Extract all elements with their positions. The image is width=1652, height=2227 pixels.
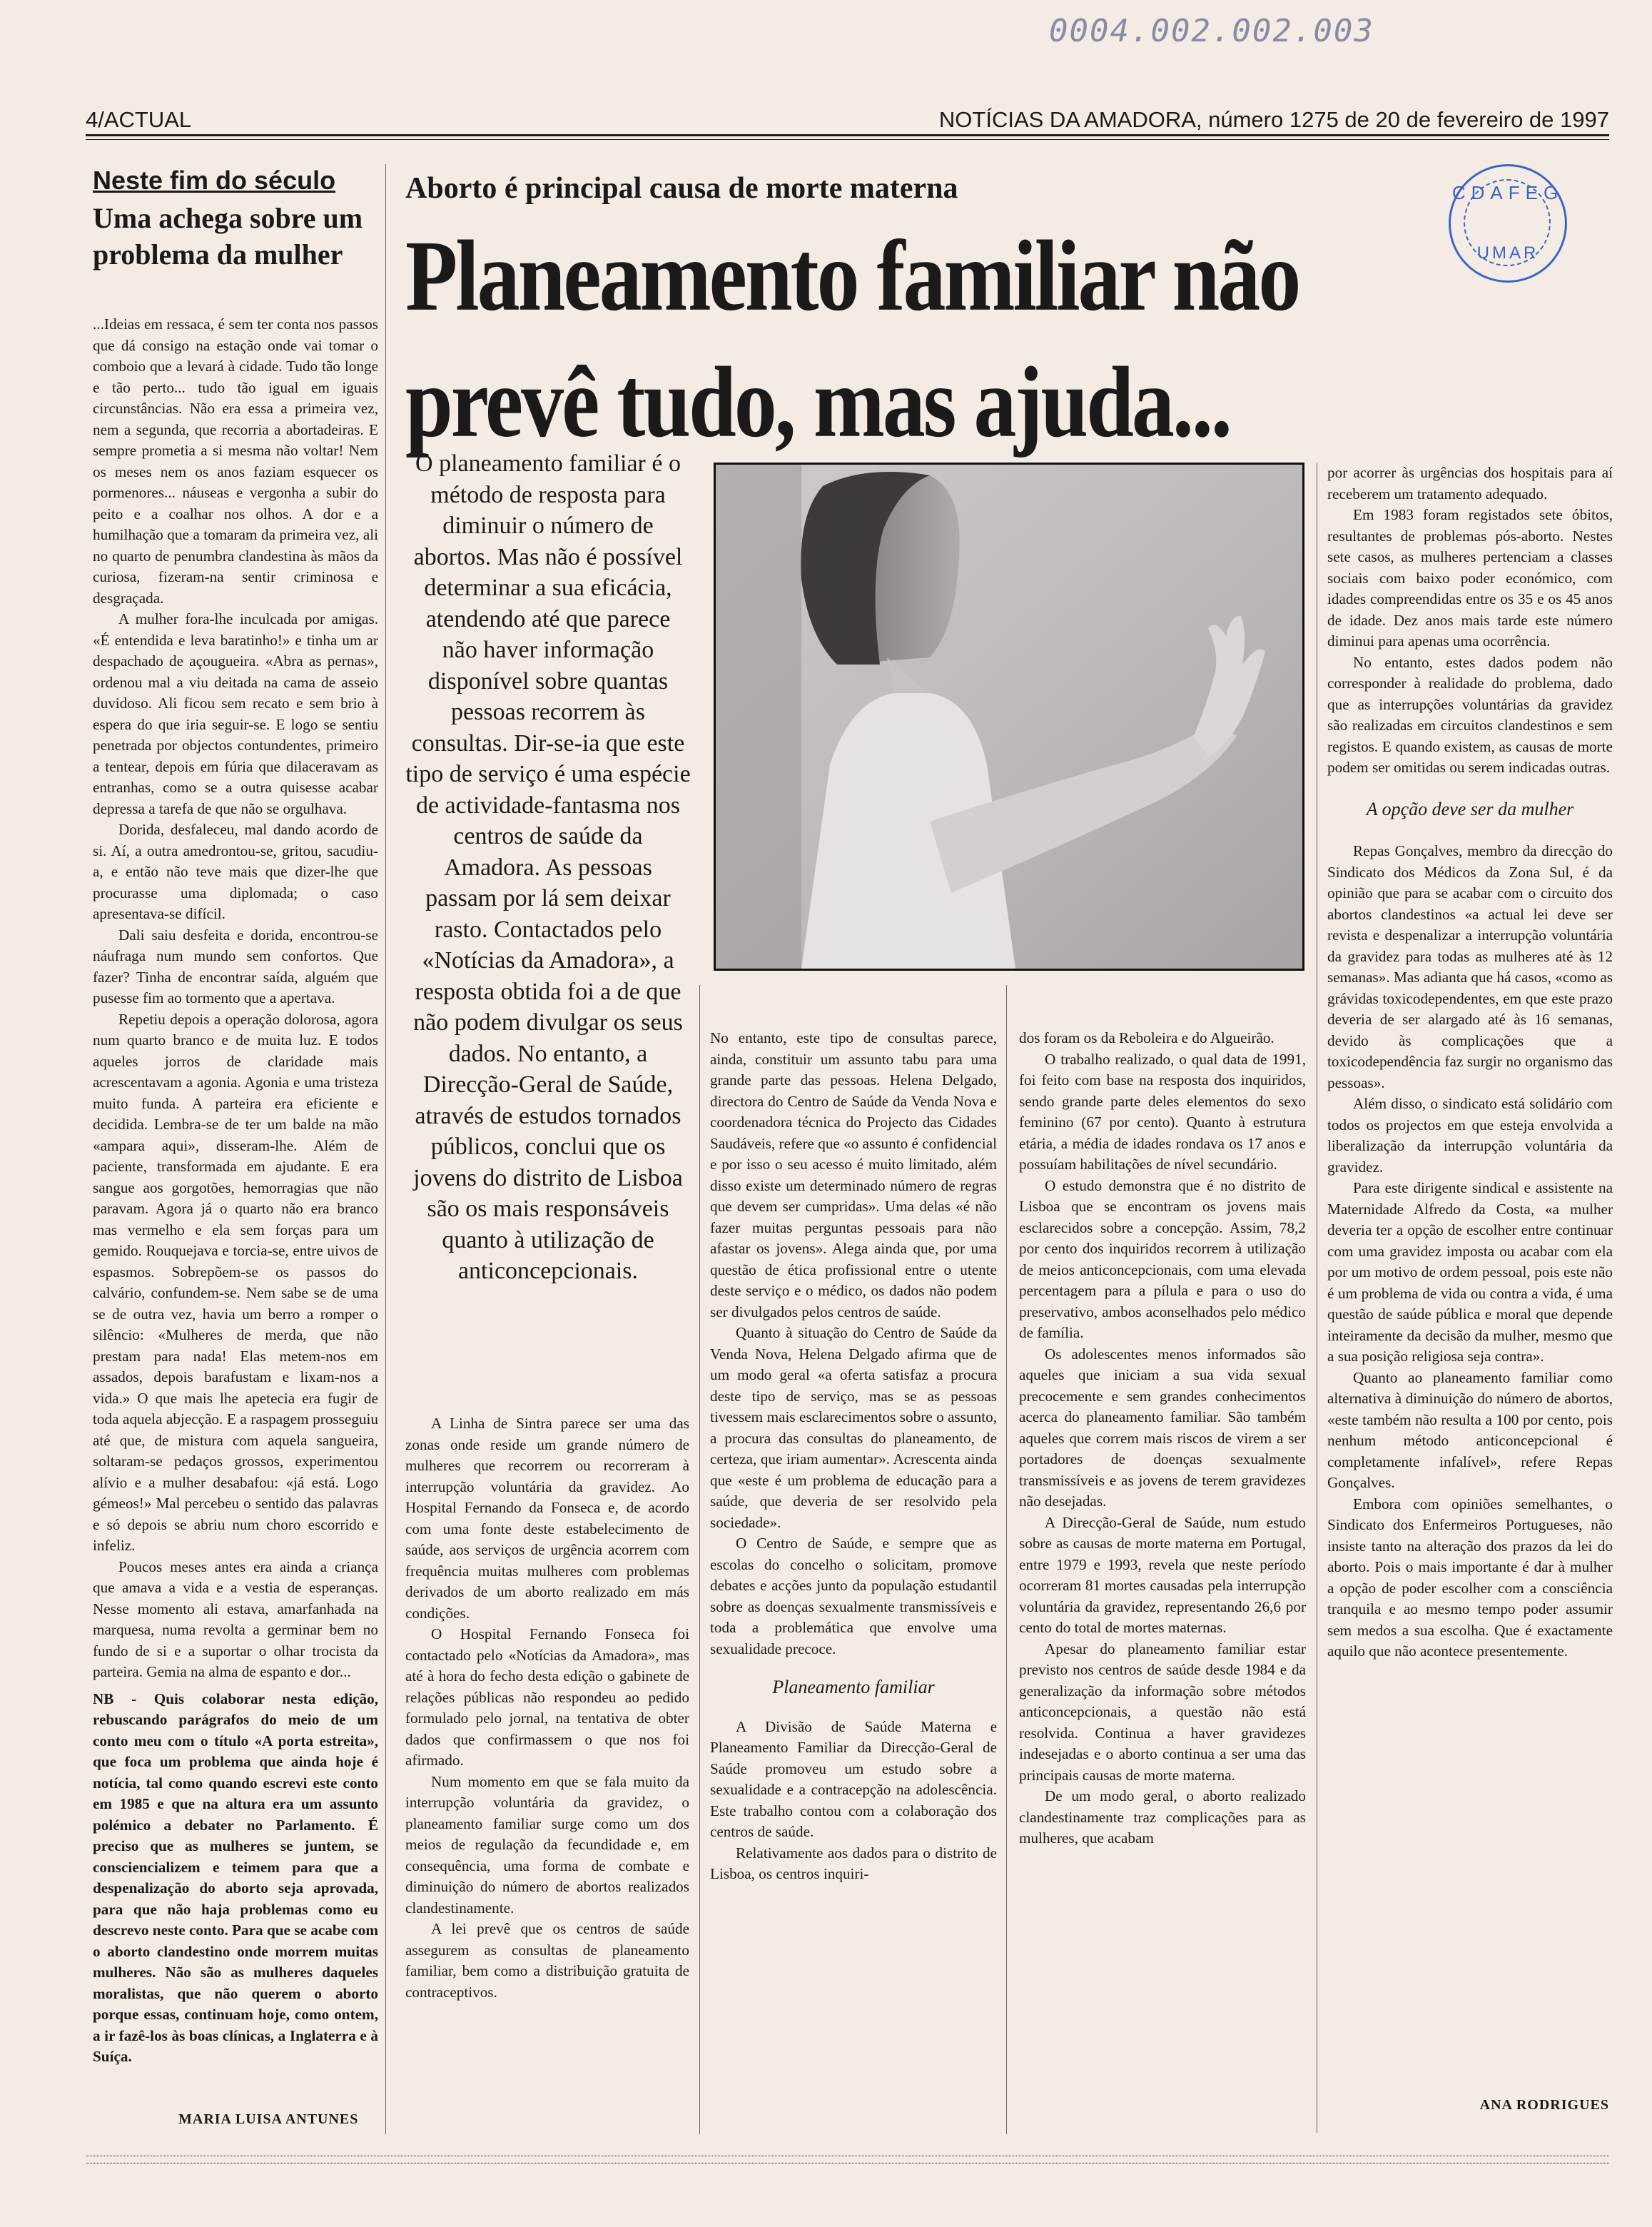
sidebar-paragraph: Repetiu depois a operação dolorosa, agora num quarto branco e de muita luz. E todos aqueles jorros de claridade mais acrescentavam a agonia. Agonia e uma tristeza muito funda. A parteira era eficiente e decidida. Lembra-se de ter um balde na mão «ampara aqui», disseram-lhe. Além de paciente, transformada em ajudante. E era sangue aos gorgotões, hemorragias que não paravam. Agora já o quarto não era branco mas vermelho e ela sem forças para um gemido. Rouquejava e torcia-se, entre uivos de espasmos. Sobrepõem-se os passos do calvário, confundem-se. Nem sabe se de uma se de outra vez, havia um berro a romper o silêncio: «Mulheres de merda, que não prestam para nada! Elas metem-nos em assados, depois barafustam e lixam-nos a vida.» O que mais lhe apetecia era fugir de toda aquela abjecção. E a raspagem prosseguiu até que, de mistura com aquela sangueira, soltaram-se pedaços grossos, experimentou alívio e a mulher desabafou: «já está. Logo gémeos!» Mal percebeu o sentido das palavras e só depois se abriu num choro escorrido e infeliz.: [93, 1010, 378, 1554]
article-paragraph: Embora com opiniões semelhantes, o Sindicato dos Enfermeiros Portugueses, não insiste tanto na alteração dos prazos da lei do aborto. Pois o mais importante é dar à mulher a opção de poder escolher com a consciência tranquila e ao mesmo tempo poder assumir sem medos a sua escolha. Que é exactamente aquilo que não acontece presentemente.: [1327, 1495, 1613, 1660]
article-byline: ANA RODRIGUES: [1479, 2097, 1609, 2113]
article-paragraph: Num momento em que se fala muito da interrupção voluntária da gravidez, o planeamento familiar surge como um dos meios de regulação da fecundidade e, em consequência, uma forma de combate e diminuição do número de abortos realizados clandestinamente.: [405, 1772, 689, 1917]
sidebar-kicker: Neste fim do século: [93, 166, 336, 195]
top-rule: [86, 134, 1609, 136]
article-column-4: [1327, 463, 1613, 1662]
masthead: NOTÍCIAS DA AMADORA, número 1275 de 20 de fevereiro de 1997: [938, 107, 1609, 132]
article-paragraph: O estudo demonstra que é no distrito de Lisboa que se encontram os jovens mais esclarecidos sobre a concepção. Assim, 78,2 por cento dos inquiridos recorrem à utilização de meios anticoncepcionais, com uma elevada percentagem para a pílula e para o uso do preservativo, ambos aconselhados pelo médico de família.: [1019, 1176, 1306, 1341]
sidebar-note: NB - Quis colaborar nesta edição, rebuscando parágrafos do meio de um conto meu com o título «A porta estreita», que foca um problema que ainda hoje é notícia, tal como quando escrevi este conto em 1985 e que na altura era um assunto polémico a debater no Parlamento. É preciso que as mulheres se juntem, se consciencializem e teimem para que a despenalização do aborto seja aprovada, para que não haja problemas como eu descrevo neste conto. Para que se acabe com o aborto clandestino onde morrem muitas mulheres. Não são as mulheres daqueles moralistas, que não querem o aborto porque essas, continuam hoje, como ontem, a ir fazê-los às boas clínicas, a Inglaterra e à Suíça.: [93, 1690, 378, 2065]
article-paragraph: por acorrer às urgências dos hospitais para aí receberem um tratamento adequado.: [1327, 464, 1613, 503]
article-paragraph: O Hospital Fernando Fonseca foi contactado pelo «Notícias da Amadora», mas até à hora do fecho desta edição o gabinete de relações públicas não respondeu ao pedido formulado pelo jornal, na tentativa de obter dados que confirmassem o que nos foi afirmado.: [405, 1625, 689, 1769]
article-paragraph: Quanto ao planeamento familiar como alternativa à diminuição do número de abortos, «este também não resulta a 100 por cento, pois nenhum método anticoncepcional é completamente infalível», refere Repas Gonçalves.: [1327, 1368, 1613, 1491]
sidebar-byline: MARIA LUISA ANTUNES: [178, 2111, 359, 2127]
article-paragraph: Quanto à situação do Centro de Saúde da Venda Nova, Helena Delgado afirma que de um modo geral «a oferta satisfaz a procura deste tipo de serviço, mas se as pessoas tivessem mais esclarecimentos sobre o assunto, a procura das consultas do planeamento, de certeza, que iriam aumentar». Acrescenta ainda que «este é um problema de educação para a saúde, que deveria de ser resolvido pela sociedade».: [710, 1324, 997, 1531]
article-paragraph: De um modo geral, o aborto realizado clandestinamente traz complicações para as mulheres, que acabam: [1019, 1787, 1306, 1847]
article-paragraph: O trabalho realizado, o qual data de 1991, foi feito com base na resposta dos inquiridos, sendo grande parte deles elementos do sexo feminino (67 por cento). Quanto à estrutura etária, a média de idades rondava os 17 anos e possuíam habilitações de nível secundário.: [1019, 1050, 1306, 1173]
article-paragraph: Além disso, o sindicato está solidário com todos os projectos em que esteja envolvida a liberalização da interrupção voluntária da gravidez.: [1327, 1095, 1613, 1176]
sidebar-title: Uma achega sobre um problema da mulher: [93, 202, 363, 271]
article-paragraph: Em 1983 foram registados sete óbitos, resultantes de problemas pós-aborto. Nestes sete casos, as mulheres pertenciam a classes sociais com baixo poder económico, com idades compreendidas entre os 35 e os 45 anos de idade. Dez anos mais tarde este número diminui para apenas uma ocorrência.: [1327, 506, 1613, 650]
archive-code: 0004.002.002.003: [1049, 13, 1374, 49]
article-paragraph: Apesar do planeamento familiar estar previsto nos centros de saúde desde 1984 e da generalização da informação sobre métodos anticoncepcionais, a questão não está resolvida. Continua a haver gravidezes indesejadas e o aborto continua a ser uma das principais causas de morte materna.: [1019, 1640, 1306, 1784]
subhead-planeamento: Planeamento familiar: [772, 1677, 935, 1697]
article-paragraph: O Centro de Saúde, e sempre que as escolas do concelho o solicitam, promove debates e acções junto da população estudantil sobre as doenças sexualmente transmissíveis e toda a problemática que envolve uma sexualidade precoce.: [710, 1535, 997, 1657]
sidebar-paragraph: Dali saiu desfeita e dorida, encontrou-se náufraga num mundo sem confortos. Que fazer? Tinha de encontrar saída, alguém que pusesse fim ao tormento que a apertava.: [93, 926, 378, 1006]
section-label: 4/ACTUAL: [86, 107, 192, 132]
article-paragraph: dos foram os da Reboleira e do Algueirão.: [1019, 1029, 1275, 1046]
article-paragraph: Repas Gonçalves, membro da direcção do Sindicato dos Médicos da Zona Sul, é da opinião que para se acabar com o circuito dos abortos clandestinos «a actual lei deve ser revista e despenalizar a interrupção voluntária da gravidez para todas as mulheres até às 12 semanas». Mas adianta que há casos, «como as grávidas toxicodependentes, em que este prazo deveria de ser alargado até às 16 semanas, devido às complicações que a toxicodependência faz surgir no organismo das pessoas».: [1327, 842, 1613, 1091]
archive-stamp: [1449, 164, 1567, 283]
article-paragraph: Os adolescentes menos informados são aqueles que iniciam a sua vida sexual precocemente e sem grandes conhecimentos acerca do planeamento familiar. São também aqueles que correm mais riscos de virem a ser portadores de doenças sexualmente transmissíveis e as jovens de terem gravidezes não desejadas.: [1019, 1345, 1306, 1510]
article-paragraph: No entanto, este tipo de consultas parece, ainda, constituir um assunto tabu para uma grande parte das pessoas. Helena Delgado, directora do Centro de Saúde da Venda Nova e coordenadora técnica do Projecto das Cidades Saudáveis, refere que «o assunto é confidencial e por isso o seu acesso é muito limitado, além disso existe um determinado número de regras que devem ser cumpridas». Uma delas «é não fazer muitas perguntas pessoais para não afastar os jovens». Alega ainda que, por uma questão de ética profissional entre o utente deste serviço e o médico, os dados não podem ser divulgados pelos centros de saúde.: [710, 1029, 997, 1320]
article-paragraph: A lei prevê que os centros de saúde assegurem as consultas de planeamento familiar, bem como a distribuição gratuita de contraceptivos.: [405, 1920, 689, 2001]
article-paragraph: Relativamente aos dados para o distrito de Lisboa, os centros inquiri-: [710, 1844, 997, 1882]
sidebar-paragraph: Poucos meses antes era ainda a criança que amava a vida e a vestia de esperanças. Nesse momento ali estava, amarfanhada na marquesa, numa revolta a germinar bem no fundo de si e a suportar o olhar trocista da parteira. Gemia na alma de espanto e dor...: [93, 1557, 378, 1680]
photo-woman-raised-hand: [716, 465, 1302, 969]
article-column-1: [405, 1413, 689, 2003]
column-divider: [1006, 985, 1007, 2134]
sidebar-story: [93, 314, 378, 2068]
article-column-2: [710, 1028, 997, 1885]
sidebar-paragraph: ...Ideias em ressaca, é sem ter conta nos passos que dá consigo na estação onde vai tomar o comboio que a levará à cidade. Tudo tão longe e tão perto... tudo tão igual em iguais circunstâncias. Não era essa a primeira vez, nem a segunda, que recorria a abortadeiras. E sempre prometia a si mesma não voltar! Nem os meses nem os anos faziam esquecer os pormenores... náuseas e vergonha a subir do peito e a coalhar nos olhos. A dor e a humilhação que a tomaram da primeira vez, ali no quarto de penumbra clandestina às mãos da curiosa, fizeram-na sentir criminosa e desgraçada.: [93, 315, 378, 607]
article-paragraph: A Divisão de Saúde Materna e Planeamento Familiar da Direcção-Geral de Saúde promoveu um estudo sobre a sexualidade e a contracepção na adolescência. Este trabalho contou com a colaboração dos centros de saúde.: [710, 1717, 997, 1840]
article-photo: [714, 463, 1304, 971]
sidebar-paragraph: A mulher fora-lhe inculcada por amigas. «É entendida e leva baratinho!» e tinha um ar despachado de açougueira. «Abra as pernas», ordenou mal a viu deitada na cama de asseio duvidoso. Ali ficou sem recato e sem brio à espera do que iria seguir-se. E logo se sentiu penetrada por objectos contundentes, primeiro a tentear, depois em fúria que dilaceravam as entranhas, como se a outra quisesse acabar depressa a tarefa de que não se orgulhava.: [93, 610, 378, 817]
article-column-3: [1019, 1028, 1306, 1849]
column-divider: [699, 985, 700, 2134]
stamp-bottom-text: UMAR: [1476, 243, 1539, 263]
article-paragraph: A Linha de Sintra parece ser uma das zonas onde reside um grande número de mulheres que recorrem ou recorreram à interrupção voluntária da gravidez. Ao Hospital Fernando da Fonseca e, de acordo com uma fonte deste estabelecimento de saúde, aos serviços de urgência acorrem com frequência muitas mulheres com problemas derivados de um aborto realizado em más condições.: [405, 1415, 689, 1622]
article-paragraph: Para este dirigente sindical e assistente na Maternidade Alfredo da Costa, «a mulher deveria ter a opção de escolher entre continuar com uma gravidez imposta ou acabar com ela por um motivo de ordem pessoal, pois este não é um problema de vida ou contra a vida, é uma questão de saúde pública e moral que depende inteiramente da decisão da mulher, mesmo que a sua posição religiosa seja contra».: [1327, 1179, 1613, 1365]
article-paragraph: No entanto, estes dados podem não corresponder à realidade do problema, dado que as interrupções voluntárias da gravidez são realizadas em circuitos clandestinos e sem registos. E quando existem, as causas de morte podem ser omitidas ou serem indicadas outras.: [1327, 653, 1613, 776]
sidebar-paragraph: Dorida, desfaleceu, mal dando acordo de si. Aí, a outra amedrontou-se, gritou, sacudiu-a, e então não teve mais que dizer-lhe que procurasse uma diplomada; o caso apresentava-se difícil.: [93, 821, 378, 922]
column-divider: [385, 164, 386, 2134]
top-rule-thin: [86, 139, 1609, 140]
stamp-top-text: CDAFEG: [1451, 182, 1564, 203]
article-lead: O planeamento familiar é o método de resposta para diminuir o número de abortos. Mas não é possível determinar a sua eficácia, atendendo até que parece não haver informação disponível sobre quantas pessoas recorrem às consultas. Dir-se-ia que este tipo de serviço é uma espécie de actividade-fantasma nos centros de saúde da Amadora. As pessoas passam por lá sem deixar rasto. Contactados pelo «Notícias da Amadora», a resposta obtida foi a de que não podem divulgar os seus dados. No entanto, a Direcção-Geral de Saúde, através de estudos tornados públicos, conclui que os jovens do distrito de Lisboa são os mais responsáveis quanto à utilização de anticoncepcionais.: [405, 450, 691, 1284]
subhead-opcao: A opção deve ser da mulher: [1366, 798, 1574, 819]
article-paragraph: A Direcção-Geral de Saúde, num estudo sobre as causas de morte materna em Portugal, entre 1979 e 1993, revela que neste período ocorreram 81 mortes causadas pela interrupção voluntária da gravidez, representando 26,6 por cento do total de mortes maternas.: [1019, 1513, 1306, 1636]
article-headline: Planeamento familiar não prevê tudo, mas ajuda...: [405, 219, 1299, 458]
article-kicker: Aborto é principal causa de morte materna: [405, 172, 958, 205]
